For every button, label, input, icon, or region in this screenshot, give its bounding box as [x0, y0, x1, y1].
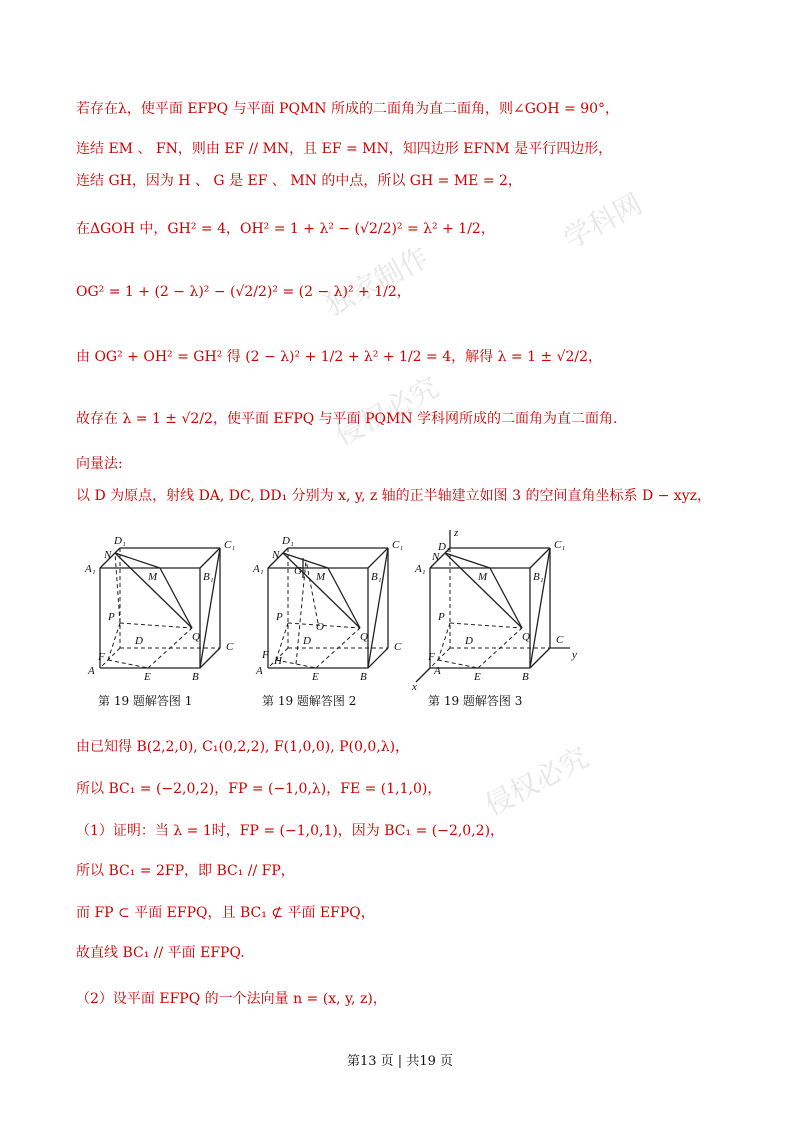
axis-label: z	[454, 528, 459, 539]
label: D	[465, 635, 473, 647]
label: D₁	[282, 535, 294, 547]
figure-2	[248, 528, 418, 688]
label: Q	[522, 631, 530, 643]
label: Q	[360, 631, 368, 643]
watermark: 侵权必究	[329, 370, 444, 453]
label: Q	[192, 631, 200, 643]
label: B	[192, 671, 199, 683]
label: E	[474, 671, 481, 683]
label: G	[294, 565, 302, 577]
watermark: 独家制作	[319, 240, 434, 323]
text-line: 连结 EM 、 FN，则由 EF // MN，且 EF = MN，知四边形 EFNM 是平行四边形，	[76, 141, 613, 157]
label: B	[360, 671, 367, 683]
text-line: 故直线 BC₁ // 平面 EFPQ.	[76, 945, 245, 961]
label: F	[98, 651, 105, 663]
label: M	[316, 571, 326, 583]
label: A	[88, 665, 95, 677]
section-heading: 向量法:	[76, 456, 123, 472]
figure-caption: 第 19 题解答图 3	[428, 694, 523, 708]
label: P	[438, 611, 445, 623]
label: A₁	[85, 563, 96, 575]
text-line: 由 OG² + OH² = GH² 得 (2 − λ)² + 1/2 + λ² + 1/2 = 4，解得 λ = 1 ± √2/2，	[76, 349, 603, 365]
figure-1	[80, 528, 250, 688]
label: C₁	[392, 539, 404, 551]
text-line: 所以 BC₁ = 2FP，即 BC₁ // FP，	[76, 863, 295, 879]
label: N	[432, 551, 440, 563]
label: C₁	[554, 539, 566, 551]
label: P	[276, 611, 283, 623]
label: F	[428, 651, 435, 663]
text-line: 以 D 为原点，射线 DA, DC, DD₁ 分别为 x, y, z 轴的正半轴建立如图 3 的空间直角坐标系 D − xyz，	[76, 488, 711, 504]
label: N	[104, 549, 112, 561]
figure-caption: 第 19 题解答图 1	[98, 694, 193, 708]
axis-label: y	[572, 649, 577, 661]
text-line: 若存在λ，使平面 EFPQ 与平面 PQMN 所成的二面角为直二面角，则∠GOH = 90°，	[76, 101, 620, 117]
label: B₁	[533, 571, 544, 583]
label: D₁	[438, 541, 450, 553]
text-line: 故存在 λ = 1 ± √2/2，使平面 EFPQ 与平面 PQMN 学科网所成的二面角为直二面角.	[76, 411, 618, 427]
axis-label: x	[412, 681, 417, 693]
text-line: OG² = 1 + (2 − λ)² − (√2/2)² = (2 − λ)² + 1/2，	[76, 284, 411, 300]
text-line: （2）设平面 EFPQ 的一个法向量 n = (x, y, z)，	[76, 991, 387, 1007]
label: C	[226, 641, 234, 653]
label: C	[556, 634, 564, 646]
label: B₁	[371, 571, 382, 583]
text-line: 连结 GH，因为 H 、 G 是 EF 、 MN 的中点，所以 GH = ME = 2，	[76, 173, 522, 189]
label: D	[303, 635, 311, 647]
text-line: 所以 BC₁ = (−2,0,2)，FP = (−1,0,λ)，FE = (1,1,0)，	[76, 781, 442, 797]
label: B	[522, 671, 529, 683]
label: A₁	[415, 563, 426, 575]
label: M	[148, 571, 158, 583]
label: N	[272, 549, 280, 561]
label: E	[312, 671, 319, 683]
page-footer: 第13 页 | 共19 页	[347, 1054, 453, 1069]
label: D	[135, 635, 143, 647]
watermark: 侵权必究	[479, 740, 594, 823]
cube-diagram-2	[248, 528, 418, 688]
label: C	[394, 641, 402, 653]
label: M	[478, 571, 488, 583]
figure-3	[410, 528, 590, 693]
label: A	[434, 665, 441, 677]
label: H	[274, 655, 282, 667]
cube-diagram-1	[80, 528, 250, 688]
label: A	[256, 665, 263, 677]
label: A₁	[253, 563, 264, 575]
label: B₁	[203, 571, 214, 583]
watermark: 学科网	[557, 187, 648, 256]
label: C₁	[224, 539, 236, 551]
text-line: 由已知得 B(2,2,0), C₁(0,2,2), F(1,0,0), P(0,0,λ)，	[76, 739, 410, 755]
text-line: 而 FP ⊂ 平面 EFPQ，且 BC₁ ⊄ 平面 EFPQ，	[76, 905, 375, 921]
cube-diagram-3	[410, 528, 590, 693]
label: P	[108, 611, 115, 623]
text-line: 在ΔGOH 中，GH² = 4，OH² = 1 + λ² − (√2/2)² = λ² + 1/2，	[76, 221, 495, 237]
figure-caption: 第 19 题解答图 2	[262, 694, 357, 708]
label: F	[262, 649, 269, 661]
label: O	[316, 621, 324, 633]
label: E	[144, 671, 151, 683]
text-line: （1）证明：当 λ = 1时，FP = (−1,0,1)，因为 BC₁ = (−2,0,2)，	[76, 823, 505, 839]
label: D₁	[114, 535, 126, 547]
